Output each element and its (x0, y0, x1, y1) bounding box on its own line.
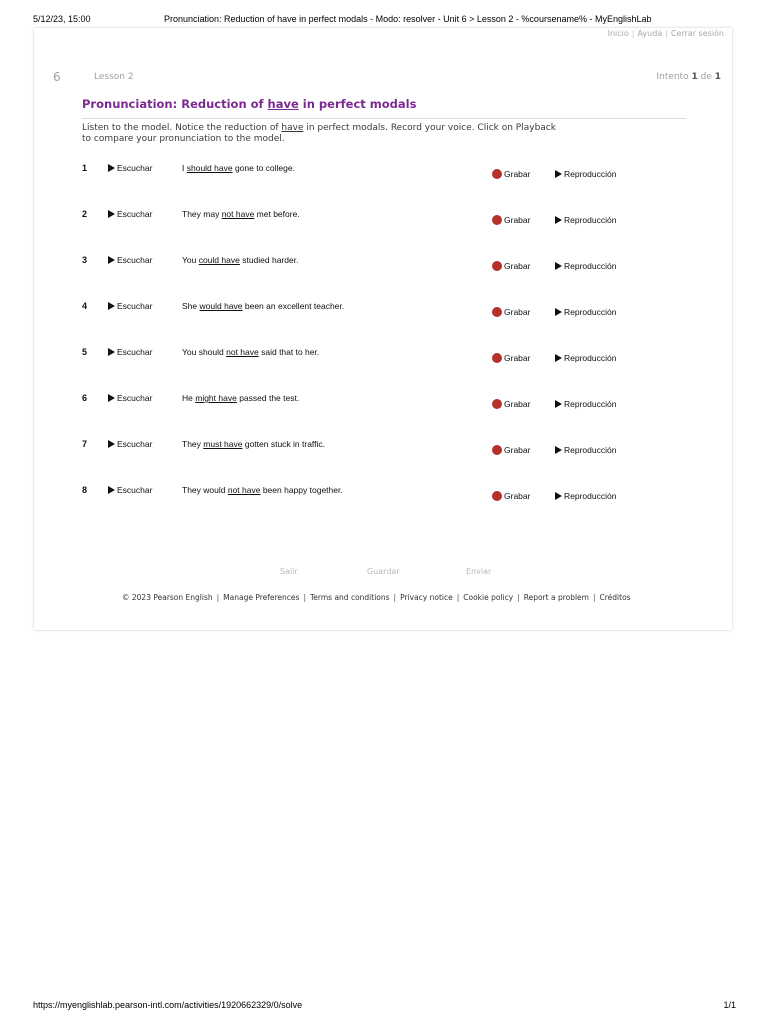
listen-label: Escuchar (117, 439, 153, 449)
record-button[interactable] (492, 215, 530, 225)
sentence-part: passed the test. (236, 393, 300, 403)
link-cookie-policy[interactable]: Cookie policy (463, 593, 514, 602)
item-sentence (182, 209, 300, 219)
activity-panel (34, 28, 732, 630)
sentence-part: met before. (254, 209, 300, 219)
separator: | (456, 593, 460, 602)
sentence-part: He (182, 393, 196, 403)
record-label: Grabar (504, 491, 531, 501)
instructions-underlined: have (281, 123, 304, 133)
save-button[interactable]: Guardar (367, 567, 400, 576)
listen-label: Escuchar (117, 209, 153, 219)
item-sentence (182, 393, 299, 403)
listen-label: Escuchar (117, 163, 153, 173)
sentence-part: You (182, 255, 199, 265)
play-icon (108, 486, 115, 494)
listen-button[interactable] (108, 393, 152, 403)
attempt-total: 1 (714, 72, 721, 82)
title-part: in perfect modals (298, 97, 417, 111)
exercise-item (82, 209, 702, 239)
record-icon (492, 445, 502, 455)
link-home[interactable]: Inicio (607, 29, 629, 38)
action-bar (34, 567, 732, 579)
listen-button[interactable] (108, 347, 152, 357)
play-icon (108, 256, 115, 264)
record-button[interactable] (492, 261, 530, 271)
link-credits[interactable]: Créditos (599, 593, 631, 602)
exercise-item (82, 347, 702, 377)
copyright: © 2023 Pearson English (122, 593, 213, 602)
sentence-underlined: should have (186, 163, 233, 173)
exercise-number: 6 (53, 70, 61, 84)
record-label: Grabar (504, 215, 531, 225)
playback-button[interactable] (555, 491, 616, 501)
record-label: Grabar (504, 353, 531, 363)
exercise-item (82, 485, 702, 515)
playback-label: Reproducción (564, 215, 617, 225)
listen-label: Escuchar (117, 393, 153, 403)
title-underlined: have (267, 97, 299, 111)
play-icon (108, 348, 115, 356)
sentence-part: She (182, 301, 200, 311)
exercise-item (82, 393, 702, 423)
playback-label: Reproducción (564, 491, 617, 501)
attempt-current: 1 (691, 72, 698, 82)
play-icon (555, 216, 562, 224)
sentence-part: gone to college. (232, 163, 295, 173)
record-icon (492, 307, 502, 317)
exercise-item (82, 255, 702, 285)
play-icon (555, 354, 562, 362)
playback-button[interactable] (555, 215, 616, 225)
playback-button[interactable] (555, 261, 616, 271)
record-button[interactable] (492, 491, 530, 501)
item-sentence (182, 301, 344, 311)
separator: | (393, 593, 397, 602)
record-label: Grabar (504, 445, 531, 455)
item-sentence (182, 485, 343, 495)
exit-button[interactable]: Salir (280, 567, 298, 576)
print-page-title: Pronunciation: Reduction of have in perfect modals - Modo: resolver - Unit 6 > Lesson 2 - %coursename% - MyEnglishLab (164, 14, 652, 24)
item-number: 1 (82, 163, 88, 173)
link-manage-preferences[interactable]: Manage Preferences (223, 593, 300, 602)
play-icon (108, 164, 115, 172)
print-footer (0, 1000, 768, 1012)
play-icon (108, 210, 115, 218)
print-page-number: 1/1 (723, 1000, 736, 1010)
item-sentence (182, 439, 325, 449)
listen-label: Escuchar (117, 255, 153, 265)
exercise-item (82, 163, 702, 193)
sentence-underlined: could have (198, 255, 240, 265)
instructions (82, 123, 562, 145)
item-sentence (182, 347, 319, 357)
record-button[interactable] (492, 445, 530, 455)
link-report-problem[interactable]: Report a problem (523, 593, 589, 602)
sentence-part: gotten stuck in traffic. (242, 439, 326, 449)
play-icon (555, 170, 562, 178)
separator: | (592, 593, 596, 602)
playback-label: Reproducción (564, 307, 617, 317)
record-label: Grabar (504, 399, 531, 409)
submit-button[interactable]: Enviar (466, 567, 492, 576)
separator: | (631, 29, 635, 38)
playback-button[interactable] (555, 445, 616, 455)
link-help[interactable]: Ayuda (637, 29, 663, 38)
attempt-of: de (700, 72, 712, 82)
play-icon (108, 440, 115, 448)
playback-label: Reproducción (564, 261, 617, 271)
sentence-underlined: not have (227, 485, 261, 495)
playback-button[interactable] (555, 353, 616, 363)
item-number: 3 (82, 255, 88, 265)
record-icon (492, 353, 502, 363)
item-number: 6 (82, 393, 88, 403)
sentence-underlined: must have (203, 439, 243, 449)
item-number: 2 (82, 209, 88, 219)
separator: | (517, 593, 520, 602)
listen-button[interactable] (108, 255, 152, 265)
record-icon (492, 491, 502, 501)
sentence-part: They may (182, 209, 222, 219)
play-icon (555, 492, 562, 500)
playback-label: Reproducción (564, 353, 617, 363)
record-button[interactable] (492, 169, 530, 179)
sentence-part: studied harder. (239, 255, 299, 265)
sentence-underlined: would have (199, 301, 243, 311)
play-icon (108, 394, 115, 402)
attempt-prefix: Intento (656, 72, 689, 82)
record-button[interactable] (492, 353, 530, 363)
record-icon (492, 261, 502, 271)
title-divider (82, 118, 686, 119)
playback-button[interactable] (555, 169, 616, 179)
separator: | (216, 593, 220, 602)
sentence-underlined: not have (226, 347, 259, 357)
title-part: Pronunciation: Reduction of (82, 97, 268, 111)
record-label: Grabar (504, 261, 531, 271)
record-icon (492, 169, 502, 179)
activity-title (82, 97, 416, 111)
listen-label: Escuchar (117, 301, 153, 311)
playback-label: Reproducción (564, 399, 617, 409)
item-number: 5 (82, 347, 88, 357)
play-icon (108, 302, 115, 310)
item-sentence (182, 255, 298, 265)
item-number: 7 (82, 439, 88, 449)
playback-label: Reproducción (564, 169, 617, 179)
play-icon (555, 446, 562, 454)
listen-button[interactable] (108, 301, 152, 311)
record-icon (492, 399, 502, 409)
item-sentence (182, 163, 295, 173)
site-footer (122, 593, 631, 602)
listen-button[interactable] (108, 163, 152, 173)
sentence-part: I (182, 163, 187, 173)
exercise-item (82, 439, 702, 469)
print-datetime: 5/12/23, 15:00 (33, 14, 91, 24)
top-links (608, 29, 724, 38)
link-terms[interactable]: Terms and conditions (309, 593, 390, 602)
item-number: 8 (82, 485, 88, 495)
instructions-part: in perfect modals. Record your voice. Click on Playback to compare your pronunciation to the model. (82, 123, 556, 144)
playback-button[interactable] (555, 399, 616, 409)
sentence-part: They (182, 439, 204, 449)
print-url: https://myenglishlab.pearson-intl.com/activities/1920662329/0/solve (33, 1000, 303, 1010)
sentence-part: been an excellent teacher. (242, 301, 345, 311)
sentence-part: been happy together. (260, 485, 343, 495)
record-button[interactable] (492, 399, 530, 409)
print-header (0, 14, 768, 26)
play-icon (555, 308, 562, 316)
record-label: Grabar (504, 307, 531, 317)
sentence-underlined: might have (195, 393, 237, 403)
sentence-part: They would (182, 485, 228, 495)
listen-button[interactable] (108, 485, 152, 495)
exercise-item (82, 301, 702, 331)
listen-button[interactable] (108, 439, 152, 449)
listen-label: Escuchar (117, 485, 153, 495)
playback-button[interactable] (555, 307, 616, 317)
instructions-part: Listen to the model. Notice the reduction of (82, 123, 282, 133)
listen-label: Escuchar (117, 347, 153, 357)
item-number: 4 (82, 301, 88, 311)
playback-label: Reproducción (564, 445, 617, 455)
separator: | (303, 593, 306, 602)
play-icon (555, 400, 562, 408)
sentence-part: You should (182, 347, 227, 357)
attempt-counter (656, 72, 721, 82)
link-privacy[interactable]: Privacy notice (400, 593, 453, 602)
lesson-label: Lesson 2 (94, 72, 134, 82)
link-logout[interactable]: Cerrar sesión (670, 29, 724, 38)
separator: | (665, 29, 668, 38)
record-icon (492, 215, 502, 225)
play-icon (555, 262, 562, 270)
record-button[interactable] (492, 307, 530, 317)
listen-button[interactable] (108, 209, 152, 219)
record-label: Grabar (504, 169, 531, 179)
sentence-part: said that to her. (258, 347, 320, 357)
sentence-underlined: not have (221, 209, 255, 219)
